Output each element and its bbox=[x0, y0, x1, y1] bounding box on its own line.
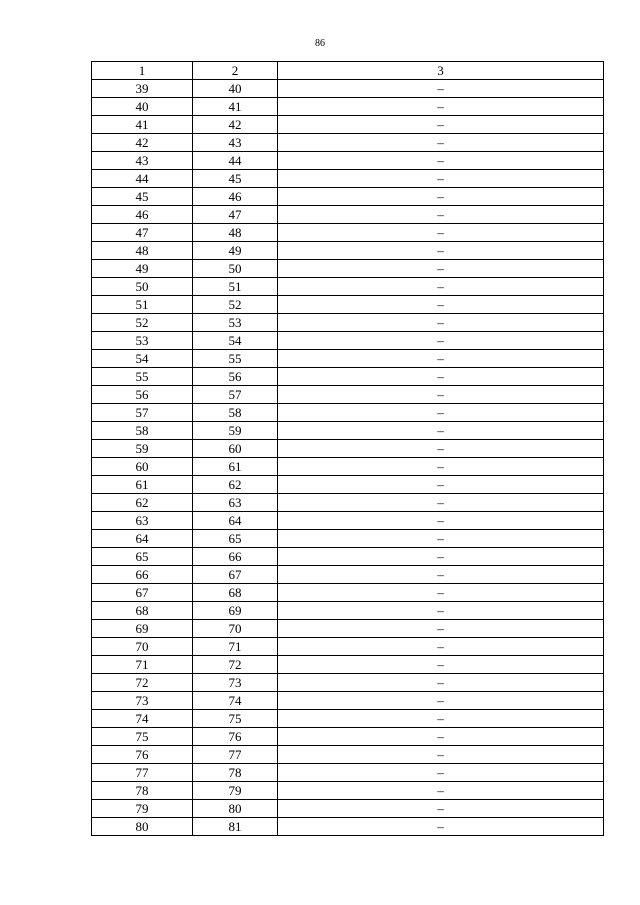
table-cell-col-2: 41 bbox=[193, 98, 278, 116]
table-row bbox=[92, 170, 604, 188]
table-cell-col-2: 49 bbox=[193, 242, 278, 260]
table-cell-col-3: – bbox=[278, 98, 604, 116]
table-cell-col-1: 65 bbox=[92, 548, 193, 566]
table-row bbox=[92, 404, 604, 422]
table-row bbox=[92, 584, 604, 602]
table-row bbox=[92, 386, 604, 404]
table-cell-col-3: – bbox=[278, 746, 604, 764]
table-cell-col-2: 76 bbox=[193, 728, 278, 746]
table-row bbox=[92, 98, 604, 116]
table-cell-col-3: – bbox=[278, 602, 604, 620]
data-table bbox=[91, 61, 604, 836]
table-row bbox=[92, 800, 604, 818]
table-row bbox=[92, 440, 604, 458]
table-cell-col-3: – bbox=[278, 242, 604, 260]
table-cell-col-1: 49 bbox=[92, 260, 193, 278]
table-row bbox=[92, 602, 604, 620]
table-cell-col-1: 39 bbox=[92, 80, 193, 98]
table-cell-col-1: 51 bbox=[92, 296, 193, 314]
column-header-1: 1 bbox=[92, 62, 193, 80]
table-cell-col-1: 46 bbox=[92, 206, 193, 224]
table-cell-col-2: 61 bbox=[193, 458, 278, 476]
table-cell-col-3: – bbox=[278, 512, 604, 530]
table-cell-col-2: 66 bbox=[193, 548, 278, 566]
table-cell-col-1: 78 bbox=[92, 782, 193, 800]
table-row bbox=[92, 296, 604, 314]
table-cell-col-3: – bbox=[278, 728, 604, 746]
table-cell-col-1: 60 bbox=[92, 458, 193, 476]
table-body bbox=[92, 80, 604, 836]
table-row bbox=[92, 512, 604, 530]
table-row bbox=[92, 242, 604, 260]
table-cell-col-3: – bbox=[278, 386, 604, 404]
table-row bbox=[92, 278, 604, 296]
table-cell-col-2: 50 bbox=[193, 260, 278, 278]
table-cell-col-2: 56 bbox=[193, 368, 278, 386]
table-cell-col-1: 40 bbox=[92, 98, 193, 116]
table-cell-col-1: 41 bbox=[92, 116, 193, 134]
table-cell-col-2: 81 bbox=[193, 818, 278, 836]
table-cell-col-3: – bbox=[278, 782, 604, 800]
table-cell-col-1: 70 bbox=[92, 638, 193, 656]
table-row bbox=[92, 548, 604, 566]
table-cell-col-3: – bbox=[278, 476, 604, 494]
table-row bbox=[92, 422, 604, 440]
table-cell-col-2: 54 bbox=[193, 332, 278, 350]
table-row bbox=[92, 224, 604, 242]
table-cell-col-1: 79 bbox=[92, 800, 193, 818]
table-cell-col-1: 50 bbox=[92, 278, 193, 296]
table-cell-col-3: – bbox=[278, 188, 604, 206]
page-number: 86 bbox=[315, 38, 325, 49]
table-cell-col-3: – bbox=[278, 494, 604, 512]
table-cell-col-3: – bbox=[278, 440, 604, 458]
table-cell-col-3: – bbox=[278, 278, 604, 296]
table-cell-col-3: – bbox=[278, 314, 604, 332]
table-cell-col-3: – bbox=[278, 620, 604, 638]
column-header-3: 3 bbox=[278, 62, 604, 80]
table-cell-col-1: 52 bbox=[92, 314, 193, 332]
table-row bbox=[92, 134, 604, 152]
table-cell-col-1: 77 bbox=[92, 764, 193, 782]
table-cell-col-2: 62 bbox=[193, 476, 278, 494]
table-cell-col-1: 44 bbox=[92, 170, 193, 188]
table-cell-col-1: 57 bbox=[92, 404, 193, 422]
table-cell-col-1: 45 bbox=[92, 188, 193, 206]
table-cell-col-1: 47 bbox=[92, 224, 193, 242]
table-row bbox=[92, 818, 604, 836]
table-row bbox=[92, 368, 604, 386]
table-cell-col-3: – bbox=[278, 422, 604, 440]
table-row bbox=[92, 494, 604, 512]
table-cell-col-2: 67 bbox=[193, 566, 278, 584]
table-cell-col-1: 64 bbox=[92, 530, 193, 548]
table-cell-col-2: 64 bbox=[193, 512, 278, 530]
table-cell-col-1: 61 bbox=[92, 476, 193, 494]
table-cell-col-1: 56 bbox=[92, 386, 193, 404]
table-cell-col-3: – bbox=[278, 674, 604, 692]
table-cell-col-3: – bbox=[278, 332, 604, 350]
table-row bbox=[92, 764, 604, 782]
table-cell-col-1: 42 bbox=[92, 134, 193, 152]
table-cell-col-2: 73 bbox=[193, 674, 278, 692]
table-cell-col-1: 62 bbox=[92, 494, 193, 512]
table-cell-col-3: – bbox=[278, 458, 604, 476]
table-cell-col-2: 53 bbox=[193, 314, 278, 332]
table-row bbox=[92, 620, 604, 638]
table-cell-col-3: – bbox=[278, 548, 604, 566]
table-cell-col-2: 42 bbox=[193, 116, 278, 134]
table-row bbox=[92, 116, 604, 134]
table-cell-col-2: 45 bbox=[193, 170, 278, 188]
table-cell-col-3: – bbox=[278, 260, 604, 278]
table-row bbox=[92, 530, 604, 548]
table-cell-col-3: – bbox=[278, 692, 604, 710]
table-row bbox=[92, 332, 604, 350]
table-row bbox=[92, 710, 604, 728]
table-cell-col-1: 59 bbox=[92, 440, 193, 458]
table-cell-col-3: – bbox=[278, 116, 604, 134]
table-cell-col-1: 55 bbox=[92, 368, 193, 386]
table-cell-col-1: 66 bbox=[92, 566, 193, 584]
table-row bbox=[92, 350, 604, 368]
table-cell-col-1: 73 bbox=[92, 692, 193, 710]
table-row bbox=[92, 656, 604, 674]
table-cell-col-3: – bbox=[278, 638, 604, 656]
table-cell-col-1: 74 bbox=[92, 710, 193, 728]
table-cell-col-2: 80 bbox=[193, 800, 278, 818]
table-row bbox=[92, 674, 604, 692]
table-cell-col-2: 77 bbox=[193, 746, 278, 764]
table-row bbox=[92, 206, 604, 224]
table-cell-col-2: 47 bbox=[193, 206, 278, 224]
table-cell-col-1: 71 bbox=[92, 656, 193, 674]
table-cell-col-1: 58 bbox=[92, 422, 193, 440]
table-cell-col-3: – bbox=[278, 818, 604, 836]
table-cell-col-3: – bbox=[278, 350, 604, 368]
column-header-2: 2 bbox=[193, 62, 278, 80]
table-row bbox=[92, 746, 604, 764]
table-cell-col-3: – bbox=[278, 404, 604, 422]
table-cell-col-2: 63 bbox=[193, 494, 278, 512]
table-row bbox=[92, 458, 604, 476]
table-cell-col-2: 70 bbox=[193, 620, 278, 638]
table-cell-col-1: 43 bbox=[92, 152, 193, 170]
table-cell-col-2: 55 bbox=[193, 350, 278, 368]
table-row bbox=[92, 692, 604, 710]
table-cell-col-3: – bbox=[278, 224, 604, 242]
table-cell-col-2: 60 bbox=[193, 440, 278, 458]
table-cell-col-2: 68 bbox=[193, 584, 278, 602]
table-row bbox=[92, 566, 604, 584]
table-cell-col-2: 78 bbox=[193, 764, 278, 782]
table-cell-col-2: 69 bbox=[193, 602, 278, 620]
table-cell-col-2: 72 bbox=[193, 656, 278, 674]
table-cell-col-2: 52 bbox=[193, 296, 278, 314]
table-cell-col-3: – bbox=[278, 368, 604, 386]
table-cell-col-3: – bbox=[278, 152, 604, 170]
table-cell-col-3: – bbox=[278, 296, 604, 314]
table-row bbox=[92, 728, 604, 746]
table-cell-col-3: – bbox=[278, 134, 604, 152]
table-cell-col-2: 43 bbox=[193, 134, 278, 152]
table-cell-col-3: – bbox=[278, 656, 604, 674]
table-cell-col-2: 51 bbox=[193, 278, 278, 296]
table-row bbox=[92, 638, 604, 656]
table-row bbox=[92, 80, 604, 98]
table-cell-col-2: 58 bbox=[193, 404, 278, 422]
table-cell-col-2: 65 bbox=[193, 530, 278, 548]
table-row bbox=[92, 782, 604, 800]
table-cell-col-3: – bbox=[278, 764, 604, 782]
table-cell-col-1: 67 bbox=[92, 584, 193, 602]
table-cell-col-1: 48 bbox=[92, 242, 193, 260]
table-cell-col-2: 59 bbox=[193, 422, 278, 440]
table-cell-col-3: – bbox=[278, 206, 604, 224]
table-cell-col-1: 63 bbox=[92, 512, 193, 530]
table-cell-col-2: 71 bbox=[193, 638, 278, 656]
table-cell-col-1: 80 bbox=[92, 818, 193, 836]
table-cell-col-3: – bbox=[278, 710, 604, 728]
table-cell-col-2: 79 bbox=[193, 782, 278, 800]
table-cell-col-1: 75 bbox=[92, 728, 193, 746]
table-cell-col-2: 44 bbox=[193, 152, 278, 170]
table-cell-col-1: 69 bbox=[92, 620, 193, 638]
table-cell-col-1: 53 bbox=[92, 332, 193, 350]
table-cell-col-3: – bbox=[278, 584, 604, 602]
table-cell-col-2: 48 bbox=[193, 224, 278, 242]
table-row bbox=[92, 314, 604, 332]
table-cell-col-2: 46 bbox=[193, 188, 278, 206]
table-row bbox=[92, 260, 604, 278]
table-cell-col-2: 74 bbox=[193, 692, 278, 710]
table-cell-col-3: – bbox=[278, 530, 604, 548]
table-cell-col-1: 72 bbox=[92, 674, 193, 692]
table-cell-col-3: – bbox=[278, 80, 604, 98]
table-cell-col-1: 68 bbox=[92, 602, 193, 620]
table-cell-col-1: 54 bbox=[92, 350, 193, 368]
table-cell-col-3: – bbox=[278, 566, 604, 584]
table-cell-col-2: 57 bbox=[193, 386, 278, 404]
table-cell-col-1: 76 bbox=[92, 746, 193, 764]
table-row bbox=[92, 152, 604, 170]
table-cell-col-2: 40 bbox=[193, 80, 278, 98]
header-row bbox=[92, 62, 604, 80]
table-cell-col-2: 75 bbox=[193, 710, 278, 728]
table-cell-col-3: – bbox=[278, 170, 604, 188]
table-cell-col-3: – bbox=[278, 800, 604, 818]
table-row bbox=[92, 476, 604, 494]
table-row bbox=[92, 188, 604, 206]
